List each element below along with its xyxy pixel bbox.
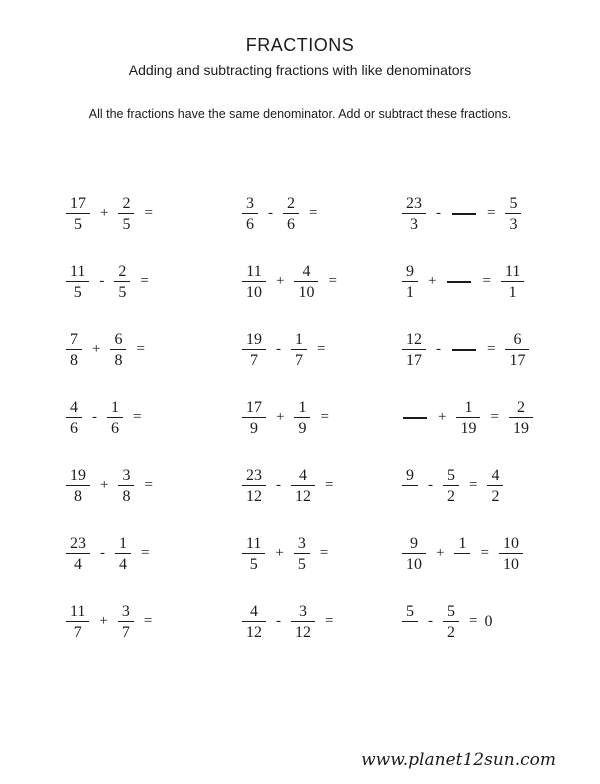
equals-sign: =: [144, 477, 153, 494]
plus-sign: +: [92, 341, 101, 358]
fraction-numerator: 23: [70, 534, 86, 552]
equals-sign: =: [319, 545, 329, 562]
fraction: [291, 331, 307, 369]
fraction-denominator: 3: [410, 216, 418, 234]
fraction-bar: [487, 485, 503, 486]
equals-sign: =: [487, 341, 496, 358]
fraction: [294, 535, 310, 573]
fraction-denominator: 12: [246, 488, 262, 506]
fraction-denominator: 7: [295, 352, 303, 370]
equals-sign: =: [487, 205, 496, 222]
fraction: [505, 195, 521, 233]
problem: [238, 195, 398, 233]
fraction-denominator: 8: [74, 488, 82, 506]
minus-sign: -: [436, 341, 441, 358]
fraction-numerator: 6: [114, 330, 123, 348]
fraction-denominator: 2: [447, 488, 455, 506]
fraction-bar: [107, 417, 123, 418]
fraction: [499, 535, 523, 573]
fraction-bar: [66, 417, 82, 418]
fraction: [443, 603, 459, 641]
fraction-numerator: 2: [287, 194, 295, 212]
fraction-denominator: 7: [250, 352, 258, 370]
fraction-numerator: 17: [246, 398, 262, 416]
fraction-denominator: [406, 488, 414, 505]
fraction: [66, 331, 82, 369]
problem: [62, 331, 238, 369]
problem: [398, 399, 600, 437]
fraction-denominator: 10: [502, 556, 519, 574]
fraction-numerator: 2: [122, 194, 131, 212]
problem: [62, 195, 238, 233]
fraction: [242, 195, 258, 233]
fraction-denominator: 10: [406, 556, 422, 574]
fraction: [242, 331, 266, 369]
fraction-bar: [283, 213, 299, 214]
fraction: [402, 195, 426, 233]
fraction-bar: [456, 417, 480, 418]
fraction: [402, 263, 418, 301]
plus-sign: +: [276, 273, 285, 290]
fraction-bar: [66, 485, 90, 486]
fraction-numerator: 19: [70, 466, 86, 484]
fraction: [294, 399, 310, 437]
fraction-numerator: 4: [299, 466, 307, 484]
problem: [238, 331, 398, 369]
fraction-denominator: 2: [447, 624, 455, 642]
fraction: [66, 603, 89, 641]
fraction-bar: [402, 213, 426, 214]
fraction-bar: [115, 553, 131, 554]
problems-grid: [62, 180, 600, 656]
fraction-bar: [294, 281, 318, 282]
fraction-bar: [291, 349, 307, 350]
minus-sign: -: [276, 613, 281, 630]
plus-sign: +: [276, 409, 285, 426]
fraction-bar: [118, 213, 134, 214]
fraction-denominator: 9: [250, 420, 258, 438]
instruction-text: All the fractions have the same denominator. Add or subtract these fractions.: [88, 107, 512, 121]
fraction: [66, 535, 90, 573]
plus-sign: +: [100, 205, 109, 222]
fraction-denominator: 4: [119, 556, 127, 574]
problem: [62, 603, 238, 641]
fraction-numerator: 6: [513, 330, 522, 348]
fraction-numerator: 1: [295, 330, 303, 348]
equals-sign: =: [143, 613, 153, 630]
fraction-denominator: 5: [249, 556, 258, 574]
equals-sign: =: [482, 273, 491, 290]
worksheet-subtitle: Adding and subtracting fractions with like denominators: [128, 62, 472, 78]
problem: [238, 535, 398, 573]
fraction-bar: [443, 485, 459, 486]
fraction: [402, 467, 418, 505]
fraction-bar: [66, 621, 89, 622]
fraction-bar: [242, 417, 266, 418]
fraction-numerator: 1: [464, 398, 473, 416]
fraction-numerator: 17: [70, 194, 86, 212]
fraction-denominator: 10: [246, 284, 262, 302]
fraction-numerator: 1: [111, 398, 119, 416]
problem: [238, 603, 398, 641]
fraction-numerator: 1: [458, 534, 467, 552]
fraction: [107, 399, 123, 437]
fraction-numerator: 19: [246, 330, 262, 348]
equals-sign: =: [141, 545, 150, 562]
fraction: [66, 195, 90, 233]
minus-sign: -: [268, 205, 273, 222]
footer-url: www.planet12sun.com: [361, 750, 556, 770]
fraction: [242, 603, 266, 641]
fraction-bar: [242, 281, 266, 282]
fraction-bar: [242, 553, 265, 554]
fraction: [291, 603, 315, 641]
fraction-numerator: 11: [246, 534, 262, 552]
fraction-denominator: 6: [70, 420, 78, 438]
problem: [398, 331, 600, 369]
problem: [62, 263, 238, 301]
problem: [238, 263, 398, 301]
fraction-denominator: 12: [246, 624, 262, 642]
equals-sign: =: [144, 205, 153, 222]
fraction-denominator: 7: [73, 624, 82, 642]
worksheet-page: [0, 34, 600, 784]
minus-sign: -: [436, 205, 441, 222]
problem: [238, 467, 398, 505]
fraction-bar: [66, 349, 82, 350]
fraction-numerator: 3: [246, 194, 254, 212]
fraction-numerator: 11: [70, 602, 86, 620]
fraction: [294, 263, 318, 301]
fraction-numerator: 3: [297, 534, 306, 552]
fraction-numerator: 4: [70, 398, 78, 416]
blank-slot: [452, 213, 476, 215]
fraction: [66, 467, 90, 505]
fraction-denominator: 8: [114, 352, 123, 370]
fraction-denominator: 17: [406, 352, 422, 370]
fraction: [118, 603, 134, 641]
fraction-denominator: 19: [460, 420, 477, 438]
fraction: [118, 467, 134, 505]
fraction-bar: [110, 349, 126, 350]
fraction: [509, 399, 533, 437]
equals-sign: =: [140, 273, 149, 290]
fraction-bar: [242, 485, 266, 486]
fraction: [242, 263, 266, 301]
equals-sign: =: [136, 341, 145, 358]
fraction-bar: [505, 349, 529, 350]
fraction-denominator: 5: [118, 284, 127, 302]
plus-sign: +: [438, 409, 447, 426]
minus-sign: -: [428, 613, 433, 630]
problem: [62, 399, 238, 437]
fraction: [114, 263, 130, 301]
fraction-bar: [402, 281, 418, 282]
problem: [398, 467, 600, 505]
fraction-bar: [294, 553, 310, 554]
equals-sign: =: [133, 409, 142, 426]
fraction-numerator: 1: [298, 398, 307, 416]
fraction-numerator: 3: [121, 602, 130, 620]
fraction-denominator: 9: [298, 420, 307, 438]
fraction-bar: [66, 281, 89, 282]
problem: [398, 535, 600, 573]
fraction: [456, 399, 480, 437]
fraction: [402, 603, 418, 641]
fraction: [242, 535, 265, 573]
fraction: [115, 535, 131, 573]
problem: [398, 263, 600, 301]
fraction-bar: [118, 485, 134, 486]
fraction-numerator: 23: [246, 466, 262, 484]
fraction-numerator: 3: [122, 466, 131, 484]
fraction: [118, 195, 134, 233]
fraction-denominator: 6: [287, 216, 295, 234]
problem: [238, 399, 398, 437]
fraction: [291, 467, 315, 505]
fraction: [443, 467, 459, 505]
fraction-bar: [402, 553, 426, 554]
fraction-bar: [118, 621, 134, 622]
equals-sign: =: [325, 477, 334, 494]
fraction-numerator: 9: [406, 262, 414, 280]
equals-sign: =: [490, 409, 499, 426]
fraction-denominator: 3: [509, 216, 518, 234]
equals-sign: =: [320, 409, 329, 426]
fraction-denominator: 1: [406, 284, 414, 302]
problem: [398, 603, 600, 641]
fraction-bar: [443, 621, 459, 622]
equals-sign: =: [469, 477, 478, 494]
fraction-numerator: 5: [447, 466, 455, 484]
fraction-bar: [291, 485, 315, 486]
problem: [398, 195, 600, 233]
fraction-denominator: 1: [508, 284, 517, 302]
fraction-numerator: 5: [447, 602, 455, 620]
fraction-numerator: 1: [119, 534, 127, 552]
fraction-denominator: 12: [295, 488, 311, 506]
blank-slot: [447, 281, 471, 283]
fraction-numerator: 5: [509, 194, 518, 212]
plus-sign: +: [100, 477, 109, 494]
fraction-bar: [402, 621, 418, 622]
fraction: [242, 467, 266, 505]
equals-sign: =: [480, 545, 489, 562]
fraction-bar: [499, 553, 523, 554]
fraction-denominator: [406, 624, 414, 641]
fraction-denominator: 4: [74, 556, 82, 574]
fraction: [501, 263, 524, 301]
fraction-numerator: 9: [410, 534, 418, 552]
minus-sign: -: [99, 273, 105, 290]
fraction-bar: [454, 553, 470, 554]
fraction-bar: [242, 213, 258, 214]
fraction-numerator: 11: [246, 262, 262, 280]
fraction-numerator: 11: [70, 262, 86, 280]
fraction-denominator: 5: [122, 216, 131, 234]
fraction-denominator: 2: [491, 488, 500, 506]
fraction-bar: [66, 213, 90, 214]
minus-sign: -: [100, 545, 105, 562]
fraction-denominator: 6: [111, 420, 119, 438]
fraction-denominator: 7: [121, 624, 130, 642]
fraction-denominator: 8: [70, 352, 78, 370]
fraction: [242, 399, 266, 437]
fraction-denominator: 5: [73, 284, 82, 302]
plus-sign: +: [99, 613, 108, 630]
fraction-bar: [66, 553, 90, 554]
fraction-numerator: 12: [406, 330, 422, 348]
plus-sign: +: [436, 545, 445, 562]
plus-sign: +: [275, 545, 284, 562]
fraction-numerator: 2: [118, 262, 127, 280]
blank-slot: [452, 349, 476, 351]
fraction-numerator: 3: [299, 602, 307, 620]
fraction-numerator: 5: [406, 602, 414, 620]
fraction-bar: [294, 417, 310, 418]
fraction-numerator: 9: [406, 466, 414, 484]
minus-sign: -: [428, 477, 433, 494]
problem: [62, 467, 238, 505]
fraction-bar: [242, 621, 266, 622]
minus-sign: -: [92, 409, 97, 426]
number: 0: [484, 612, 493, 630]
fraction: [66, 399, 82, 437]
fraction-bar: [509, 417, 533, 418]
fraction: [283, 195, 299, 233]
equals-sign: =: [317, 341, 326, 358]
worksheet-title: FRACTIONS: [245, 35, 355, 55]
fraction-numerator: 10: [502, 534, 519, 552]
fraction-numerator: 2: [516, 398, 525, 416]
fraction-numerator: 4: [250, 602, 258, 620]
fraction-denominator: 10: [298, 284, 315, 302]
fraction-numerator: 11: [504, 262, 521, 280]
fraction: [66, 263, 89, 301]
fraction-denominator: [458, 556, 466, 573]
fraction: [402, 535, 426, 573]
fraction: [487, 467, 503, 505]
fraction: [110, 331, 126, 369]
fraction-numerator: 4: [491, 466, 500, 484]
fraction-denominator: 19: [512, 420, 529, 438]
fraction-bar: [505, 213, 521, 214]
fraction-bar: [402, 485, 418, 486]
fraction-denominator: 5: [297, 556, 306, 574]
fraction-numerator: 7: [70, 330, 78, 348]
fraction: [505, 331, 529, 369]
equals-sign: =: [469, 613, 478, 630]
fraction: [402, 331, 426, 369]
problem: [62, 535, 238, 573]
plus-sign: +: [428, 273, 437, 290]
fraction-denominator: 17: [509, 352, 526, 370]
fraction-denominator: 8: [122, 488, 131, 506]
equals-sign: =: [325, 613, 334, 630]
fraction-numerator: 23: [406, 194, 422, 212]
minus-sign: -: [276, 341, 281, 358]
fraction: [454, 535, 470, 573]
fraction-denominator: 5: [74, 216, 82, 234]
fraction-bar: [242, 349, 266, 350]
fraction-denominator: 12: [295, 624, 311, 642]
fraction-bar: [402, 349, 426, 350]
fraction-bar: [291, 621, 315, 622]
blank-slot: [403, 417, 427, 419]
fraction-numerator: 4: [302, 262, 311, 280]
minus-sign: -: [276, 477, 281, 494]
fraction-bar: [114, 281, 130, 282]
fraction-bar: [501, 281, 524, 282]
equals-sign: =: [309, 205, 318, 222]
fraction-denominator: 6: [246, 216, 254, 234]
equals-sign: =: [328, 273, 337, 290]
